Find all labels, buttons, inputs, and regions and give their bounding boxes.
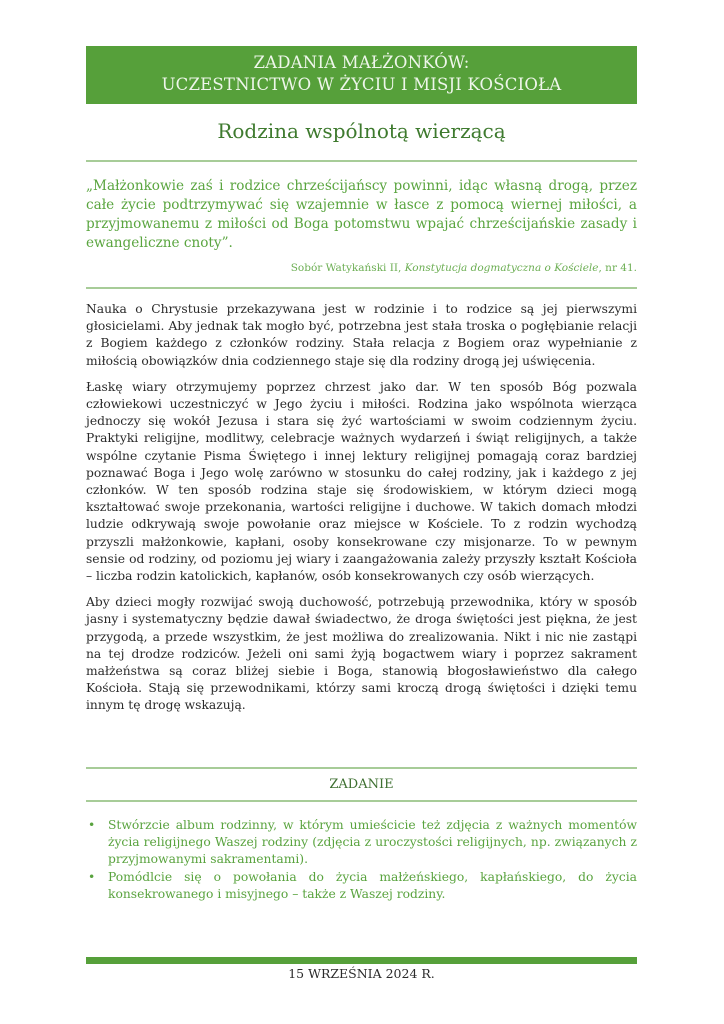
task-heading: ZADANIE [329, 777, 394, 792]
title-line-1: ZADANIA MAŁŻONKÓW: [253, 53, 470, 72]
bullet-icon: • [88, 869, 96, 884]
divider-under-quote [86, 287, 637, 289]
bullet-icon: • [88, 818, 96, 832]
citation-prefix: Sobór Watykański II, [290, 262, 405, 274]
divider-below-task [86, 800, 637, 802]
citation-title: Konstytucja dogmatyczna o Kościele [404, 262, 599, 274]
task-item-text: Stwórzcie album rodzinny, w którym umieścicie też zdjęcia z ważnych momentów życia religijnego Waszej rodziny (zdjęcia z uroczystości religijnych, np. związanych z przyjmowanymi sakramentami). [108, 818, 637, 867]
task-item-text: Pomódlcie się o powołania do życia małżeńskiego, kapłańskiego, do życia konsekrowanego i misyjnego – także z Waszej rodziny. [108, 869, 637, 901]
body-paragraph: Łaskę wiary otrzymujemy poprzez chrzest jako dar. W ten sposób Bóg pozwala człowiekowi uczestniczyć w Jego życiu i miłości. Rodzina jako wspólnota wierząca jednoczy się wokół Jezusa i stara się żyć wartościami w swoim codziennym życiu. Praktyki religijne, modlitwy, celebracje ważnych wydarzeń i świąt religijnych, a także wspólne czytanie Pisma Świętego i innej lektury religijnej pomagają coraz bardziej poznawać Boga i Jego wolę zarówno w stosunku do całej rodziny, jak i każdego z jej członków. W ten sposób rodzina staje się środowiskiem, w którym dzieci mogą kształtować swoje przekonania, wartości religijne i duchowe. W takich domach młodzi ludzie odkrywają swoje powołanie oraz miejsce w Kościele. To z rodzin wychodzą przyszli małżonkowie, kapłani, osoby konsekrowane czy misjonarze. To w pewnym sensie od rodziny, od poziomu jej wiary i zaangażowania zależy przyszły kształt Kościoła – liczba rodzin katolickich, kapłanów, osób konsekrowanych czy osób wierzących. [86, 379, 637, 584]
title-line-2: UCZESTNICTWO W ŻYCIU I MISJI KOŚCIOŁA [161, 75, 562, 94]
task-item [86, 817, 637, 869]
title-banner [86, 46, 637, 104]
task-list [86, 817, 637, 903]
quote-text: „Małżonkowie zaś i rodzice chrześcijańscy powinni, idąc własną drogą, przez całe życie podtrzymywać się wzajemnie w łasce z pomocą wiernej miłości, a przyjmowanemu z miłości od Boga potomstwu wpajać chrześcijańskie zasady i ewangeliczne cnoty”. [86, 178, 637, 251]
divider-above-task [86, 767, 637, 769]
task-item [86, 869, 637, 903]
citation-suffix: , nr 41. [598, 262, 637, 274]
divider-under-subtitle [86, 160, 637, 162]
footer-bar [86, 957, 637, 964]
section-subtitle: Rodzina wspólnotą wierzącą [217, 119, 506, 143]
body-text [86, 301, 637, 724]
body-paragraph: Nauka o Chrystusie przekazywana jest w rodzinie i to rodzice są jej pierwszymi głosicielami. Aby jednak tak mogło być, potrzebna jest stała troska o pogłębianie relacji z Bogiem każdego z członków rodziny. Stała relacja z Bogiem oraz wypełnianie z miłością obowiązków dnia codziennego staje się dla rodziny drogą jej uświęcenia. [86, 302, 637, 368]
body-paragraph: Aby dzieci mogły rozwijać swoją duchowość, potrzebują przewodnika, który w sposób jasny i systematyczny będzie dawał świadectwo, że droga świętości jest piękna, że jest przygodą, a przede wszystkim, że jest możliwa do zrealizowania. Nikt i nic nie zastąpi na tej drodze rodziców. Jeżeli oni sami żyją bogactwem wiary i poprzez sakrament małżeństwa są coraz bliżej siebie i Boga, stanowią błogosławieństwo dla całego Kościoła. Stają się przewodnikami, którzy sami kroczą drogą świętości i dzięki temu innym tę drogę wskazują. [86, 595, 637, 713]
quote-citation [291, 262, 637, 274]
footer-date: 15 WRZEŚNIA 2024 R. [288, 966, 435, 981]
